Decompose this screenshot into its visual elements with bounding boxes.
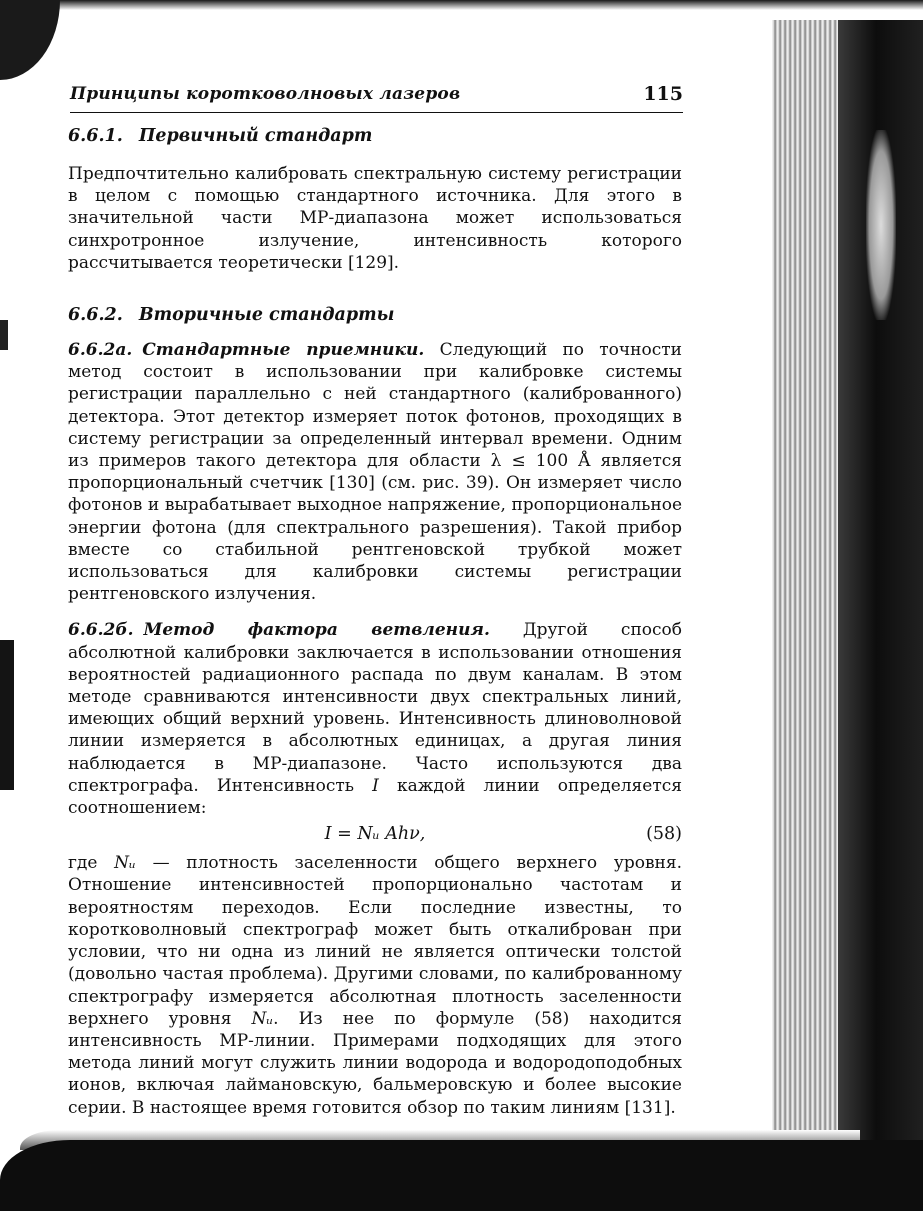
subsection-title: Метод фактора ветвления. <box>143 620 490 641</box>
subsection-number: 6.6.2а. <box>68 340 133 361</box>
scan-left-mark <box>0 320 8 350</box>
scan-left-edge <box>0 640 14 790</box>
page-header <box>70 84 683 113</box>
math-symbol-population: Nᵤ <box>114 853 136 874</box>
equation-expression: I = Nᵤ Ahν, <box>324 824 426 845</box>
running-head: Принципы коротковолновых лазеров <box>70 84 461 104</box>
paragraph-text: Следующий по точности метод состоит в использовании при калибровке системы регистрации параллельно с ней стандартного (калиброванного) детектора. Этот детектор измеряет поток фотонов, проходящих в систему регистрации за определенный интервал времени. Одним из примеров такого детектора для области λ ≤ 100 Å является пропорциональный счетчик [130] (см. рис. 39). Он измеряет число фотонов и вырабатывает выходное напряжение, пропорциональное энергии фотона (для спектрального разрешения). Такой прибор вместе со стабильной рентгеновской трубкой может использоваться для калибровки системы регистрации рентгеновского излучения. <box>68 340 682 605</box>
paragraph-text: Другой способ абсолютной калибровки заключается в использовании отношения вероятностей радиационного распада по двум каналам. В этом методе сравниваются интенсивности двух спектральных линий, имеющих общий верхний уровень. Интенсивность длиноволновой линии измеряется в абсолютных единицах, а другая линия наблюдается в МР-диапазоне. Часто используются два спектрографа. Интенсивность <box>68 620 683 796</box>
page-body <box>68 124 682 1119</box>
math-symbol-intensity: I <box>372 775 379 796</box>
paragraph-text: — плотность заселенности общего верхнего уровня. Отношение интенсивностей пропорционально частотам и вероятностям переходов. Если последние известны, то коротковолновый спектрограф может быть откалиброван при условии, что ни одна из линий не является оптически толстой (довольно частая проблема). Другими словами, по калиброванному спектрографу измеряется абсолютная плотность заселенности верхнего уровня <box>68 853 682 1029</box>
page-number: 115 <box>643 83 683 105</box>
scan-corner-shadow <box>0 0 60 80</box>
paragraph-branching-ratio <box>68 619 682 819</box>
paragraph-lead <box>68 620 490 640</box>
paragraph-text: . Из нее по формуле (58) находится интенсивность МР-линии. Примерами подходящих для этого метода линий могут служить линии водорода и водородоподобных ионов, включая лаймановскую, бальмеровскую и более высокие серии. В настоящее время готовится обзор по таким линиям [131]. <box>68 1008 682 1118</box>
section-heading-6-6-2 <box>68 303 682 327</box>
section-title: Первичный стандарт <box>138 126 373 146</box>
scan-border-bottom <box>0 1140 923 1211</box>
paragraph-lead <box>68 340 424 360</box>
subsection-number: 6.6.2б. <box>68 620 134 641</box>
paragraph-primary-standard: Предпочтительно калибровать спектральную систему регистрации в целом с помощью стандартного источника. Для этого в значительной части МР-диапазона может использоваться синхротронное излучение, интенсивность которого рассчитывается теоретически [129]. <box>68 164 682 273</box>
paragraph-text: где <box>68 853 115 874</box>
equation-58 <box>68 821 682 847</box>
equation-number: (58) <box>646 824 682 845</box>
paragraph-after-equation <box>68 852 682 1118</box>
section-heading-6-6-1 <box>68 124 682 148</box>
subsection-title: Стандартные приемники. <box>142 340 425 361</box>
spine-glare <box>866 130 896 320</box>
math-symbol-population: Nᵤ <box>251 1008 274 1029</box>
paragraph-standard-receivers <box>68 339 682 605</box>
section-number: 6.6.2. <box>68 305 123 326</box>
scan-border-top <box>0 0 923 10</box>
paragraph-text: каждой линии определяется соотношением: <box>68 775 682 819</box>
section-number: 6.6.1. <box>68 126 123 146</box>
section-title: Вторичные стандарты <box>138 305 395 326</box>
